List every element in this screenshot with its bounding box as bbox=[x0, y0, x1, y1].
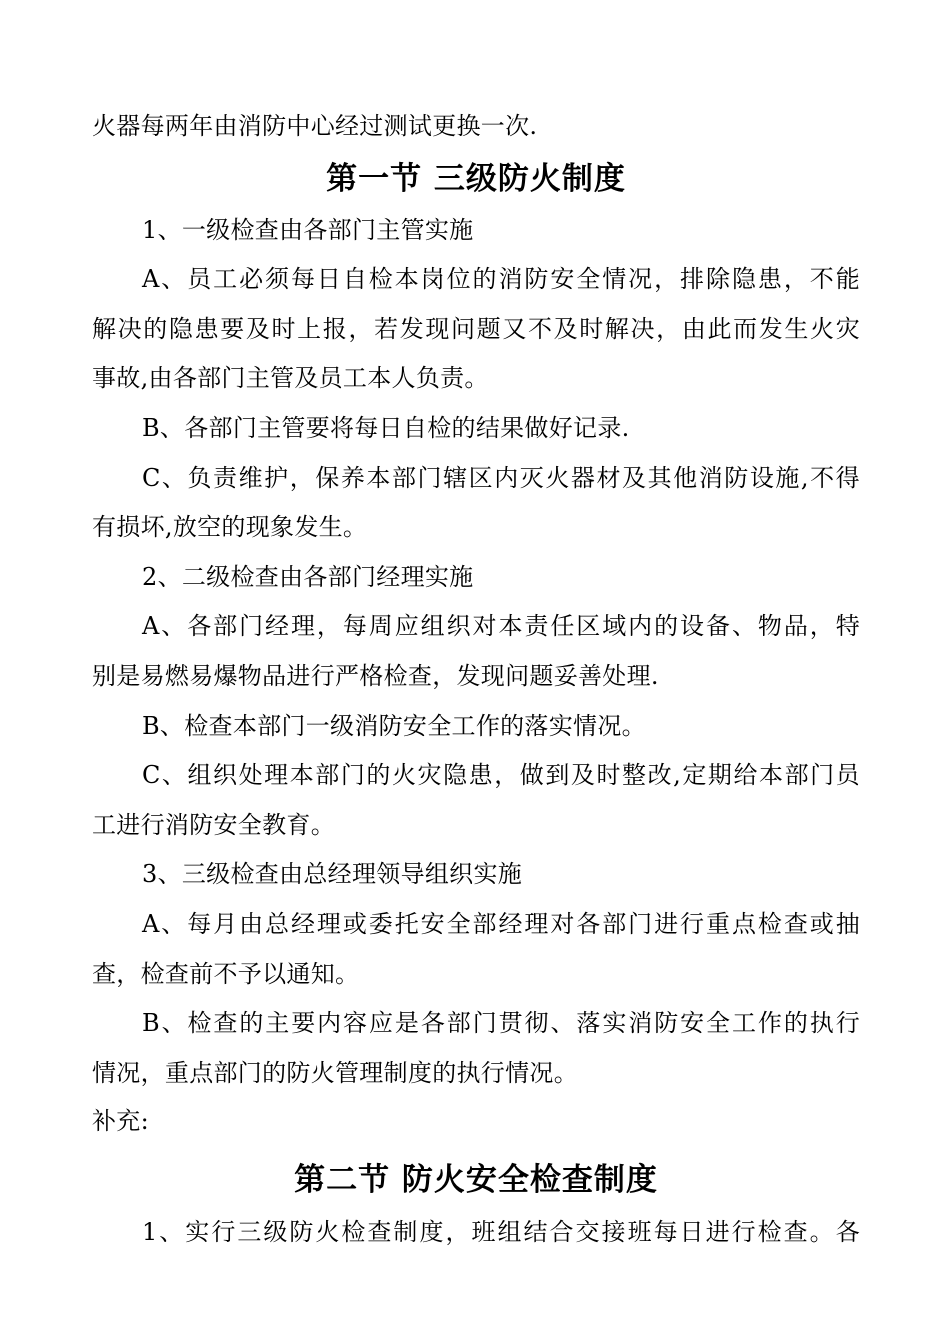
paragraph-line: B、检查的主要内容应是各部门贯彻、落实消防安全工作的执行 bbox=[142, 1009, 860, 1038]
paragraph-line: 别是易燃易爆物品进行严格检查，发现问题妥善处理. bbox=[92, 661, 659, 690]
paragraph-line: 1、实行三级防火检查制度，班组结合交接班每日进行检查。各 bbox=[142, 1218, 860, 1247]
paragraph-line: C、组织处理本部门的火灾隐患，做到及时整改,定期给本部门员 bbox=[142, 761, 860, 790]
paragraph-line: 3、三级检查由总经理领导组织实施 bbox=[142, 860, 523, 889]
paragraph-line: C、负责维护，保养本部门辖区内灭火器材及其他消防设施,不得 bbox=[142, 463, 860, 492]
section-heading-2: 第二节 防火安全检查制度 bbox=[294, 1162, 658, 1199]
paragraph-line: 工进行消防安全教育。 bbox=[92, 810, 335, 839]
paragraph-line: B、检查本部门一级消防安全工作的落实情况。 bbox=[142, 711, 646, 740]
paragraph-line: 事故,由各部门主管及员工本人负责。 bbox=[92, 364, 489, 393]
paragraph-line: A、每月由总经理或委托安全部经理对各部门进行重点检查或抽 bbox=[142, 909, 860, 938]
paragraph-line: 1、一级检查由各部门主管实施 bbox=[142, 215, 474, 244]
paragraph-line: B、各部门主管要将每日自检的结果做好记录. bbox=[142, 413, 630, 442]
paragraph-line: 有损坏,放空的现象发生。 bbox=[92, 513, 368, 542]
paragraph-line: A、各部门经理，每周应组织对本责任区域内的设备、物品，特 bbox=[142, 612, 860, 641]
paragraph-line: 2、二级检查由各部门经理实施 bbox=[142, 562, 474, 591]
paragraph-line: 火器每两年由消防中心经过测试更换一次. bbox=[92, 112, 538, 140]
paragraph-line: 情况，重点部门的防火管理制度的执行情况。 bbox=[92, 1058, 578, 1087]
document-body bbox=[92, 102, 860, 1258]
paragraph-line: 补充: bbox=[92, 1107, 149, 1136]
section-heading-1: 第一节 三级防火制度 bbox=[326, 160, 626, 197]
paragraph-line: 查，检查前不予以通知。 bbox=[92, 959, 360, 988]
paragraph-line: 解决的隐患要及时上报，若发现问题又不及时解决，由此而发生火灾 bbox=[92, 314, 860, 343]
paragraph-line: A、员工必须每日自检本岗位的消防安全情况，排除隐患，不能 bbox=[142, 265, 860, 294]
